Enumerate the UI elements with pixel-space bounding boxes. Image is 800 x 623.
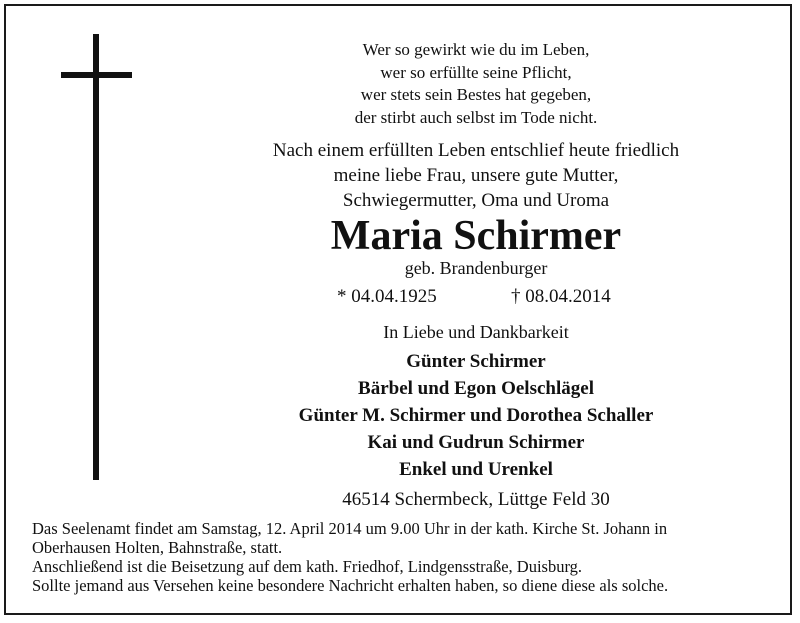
life-dates (206, 285, 746, 309)
memorial-poem (206, 39, 746, 129)
poem-line: wer so erfüllte seine Pflicht, (380, 62, 572, 82)
notice-line: Oberhausen Holten, Bahnstraße, statt. (32, 538, 283, 557)
funeral-notice (32, 519, 777, 595)
birth-date: * 04.04.1925 (337, 286, 437, 307)
cross-vertical-bar (93, 34, 99, 480)
maiden-name: geb. Brandenburger (404, 258, 548, 278)
mourner-name: Günter Schirmer (406, 351, 546, 372)
mourner-name: Enkel und Urenkel (399, 459, 553, 480)
cross-horizontal-bar (61, 72, 132, 78)
poem-line: der stirbt auch selbst im Tode nicht. (354, 107, 598, 127)
mourner-name: Bärbel und Egon Oelschlägel (358, 378, 594, 399)
notice-line: Das Seelenamt findet am Samstag, 12. April 2014 um 9.00 Uhr in der kath. Kirche St. Johann in (32, 519, 668, 538)
mourner-name: Günter M. Schirmer und Dorothea Schaller (298, 405, 654, 426)
deceased-name: Maria Schirmer (330, 213, 622, 259)
notice-line: Sollte jemand aus Versehen keine besondere Nachricht erhalten haben, so diene diese als solche. (32, 576, 669, 595)
notice-line: Anschließend ist die Beisetzung auf dem kath. Friedhof, Lindgensstraße, Duisburg. (32, 557, 583, 576)
mourners-list (206, 348, 746, 483)
family-address: 46514 Schermbeck, Lüttge Feld 30 (342, 489, 610, 510)
intro-line: meine liebe Frau, unsere gute Mutter, (333, 165, 619, 186)
poem-line: wer stets sein Bestes hat gegeben, (360, 85, 592, 104)
intro-line: Schwiegermutter, Oma und Uroma (342, 190, 610, 211)
intro-line: Nach einem erfüllten Leben entschlief heute friedlich (272, 140, 680, 161)
mourners-intro: In Liebe und Dankbarkeit (383, 322, 569, 342)
death-date: † 08.04.2014 (511, 286, 611, 307)
mourner-name: Kai und Gudrun Schirmer (367, 432, 585, 453)
death-announcement-intro (206, 138, 746, 213)
poem-line: Wer so gewirkt wie du im Leben, (362, 40, 590, 59)
